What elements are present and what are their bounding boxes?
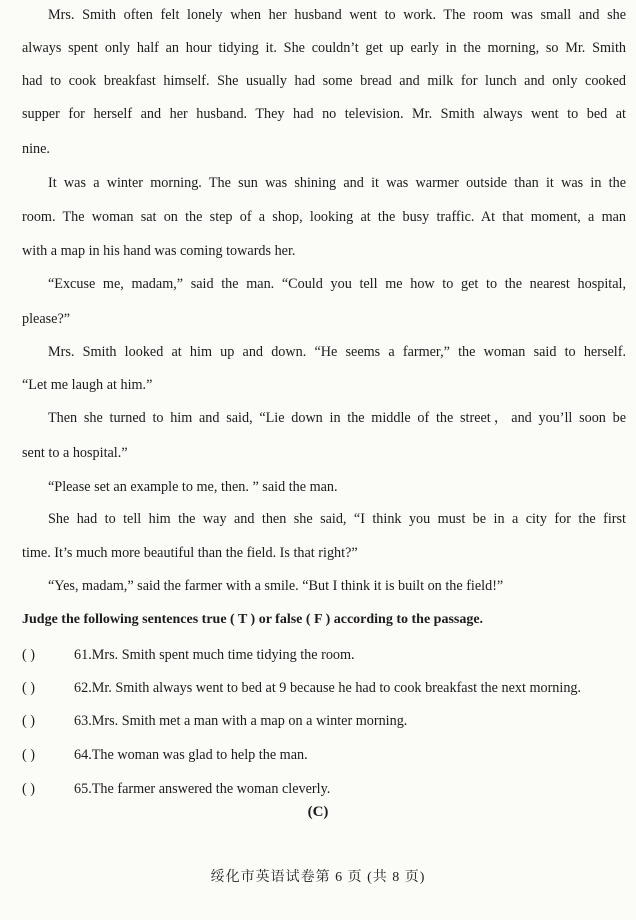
passage-line: please?” [22, 311, 71, 327]
answer-blank[interactable]: ( ) [22, 781, 35, 797]
question-text: 63.Mrs. Smith met a man with a map on a winter morning. [74, 713, 408, 729]
passage-line: always spent only half an hour tidying it. She couldn’t get up early in the morning, so Mr. Smith [22, 40, 626, 56]
passage-line: Mrs. Smith looked at him up and down. “He seems a farmer,” the woman said to herself. [48, 344, 626, 360]
question-text: 65.The farmer answered the woman cleverly. [74, 781, 331, 797]
passage-line: sent to a hospital.” [22, 445, 128, 461]
passage-line: Then she turned to him and said, “Lie down in the middle of the street，and you’ll soon be [48, 410, 626, 426]
answer-blank[interactable]: ( ) [22, 713, 35, 729]
question-text: 62.Mr. Smith always went to bed at 9 because he had to cook breakfast the next morning. [74, 680, 582, 696]
passage-line: She had to tell him the way and then she said, “I think you must be in a city for the first [48, 511, 626, 527]
question-61 [22, 646, 626, 664]
passage-line: with a map in his hand was coming towards her. [22, 243, 296, 259]
question-instruction: Judge the following sentences true ( T ) or false ( F ) according to the passage. [22, 612, 484, 627]
passage-line: had to cook breakfast himself. She usually had some bread and milk for lunch and only cooked [22, 73, 626, 89]
section-label: (C) [307, 804, 329, 820]
passage-line: time. It’s much more beautiful than the field. Is that right?” [22, 545, 358, 561]
page-footer: 绥化市英语试卷第 6 页 (共 8 页) [210, 870, 426, 885]
question-text: 61.Mrs. Smith spent much time tidying the room. [74, 647, 355, 663]
passage-line: nine. [22, 141, 50, 157]
passage-line: “Excuse me, madam,” said the man. “Could you tell me how to get to the nearest hospital, [48, 276, 626, 292]
answer-blank[interactable]: ( ) [22, 747, 35, 763]
passage-line: “Yes, madam,” said the farmer with a smile. “But I think it is built on the field!” [48, 578, 504, 594]
passage-line: room. The woman sat on the step of a shop, looking at the busy traffic. At that moment, a man [22, 209, 626, 225]
question-64 [22, 746, 626, 764]
passage-line: It was a winter morning. The sun was shining and it was warmer outside than it was in the [48, 175, 626, 191]
question-65 [22, 780, 626, 798]
answer-blank[interactable]: ( ) [22, 680, 35, 696]
answer-blank[interactable]: ( ) [22, 647, 35, 663]
passage-line: “Let me laugh at him.” [22, 377, 153, 393]
passage-line: Mrs. Smith often felt lonely when her husband went to work. The room was small and she [48, 7, 626, 23]
question-63 [22, 712, 626, 730]
passage-line: supper for herself and her husband. They had no television. Mr. Smith always went to bed at [22, 106, 626, 122]
passage-line: “Please set an example to me, then. ” said the man. [48, 479, 338, 495]
question-62 [22, 679, 626, 697]
question-text: 64.The woman was glad to help the man. [74, 747, 308, 763]
